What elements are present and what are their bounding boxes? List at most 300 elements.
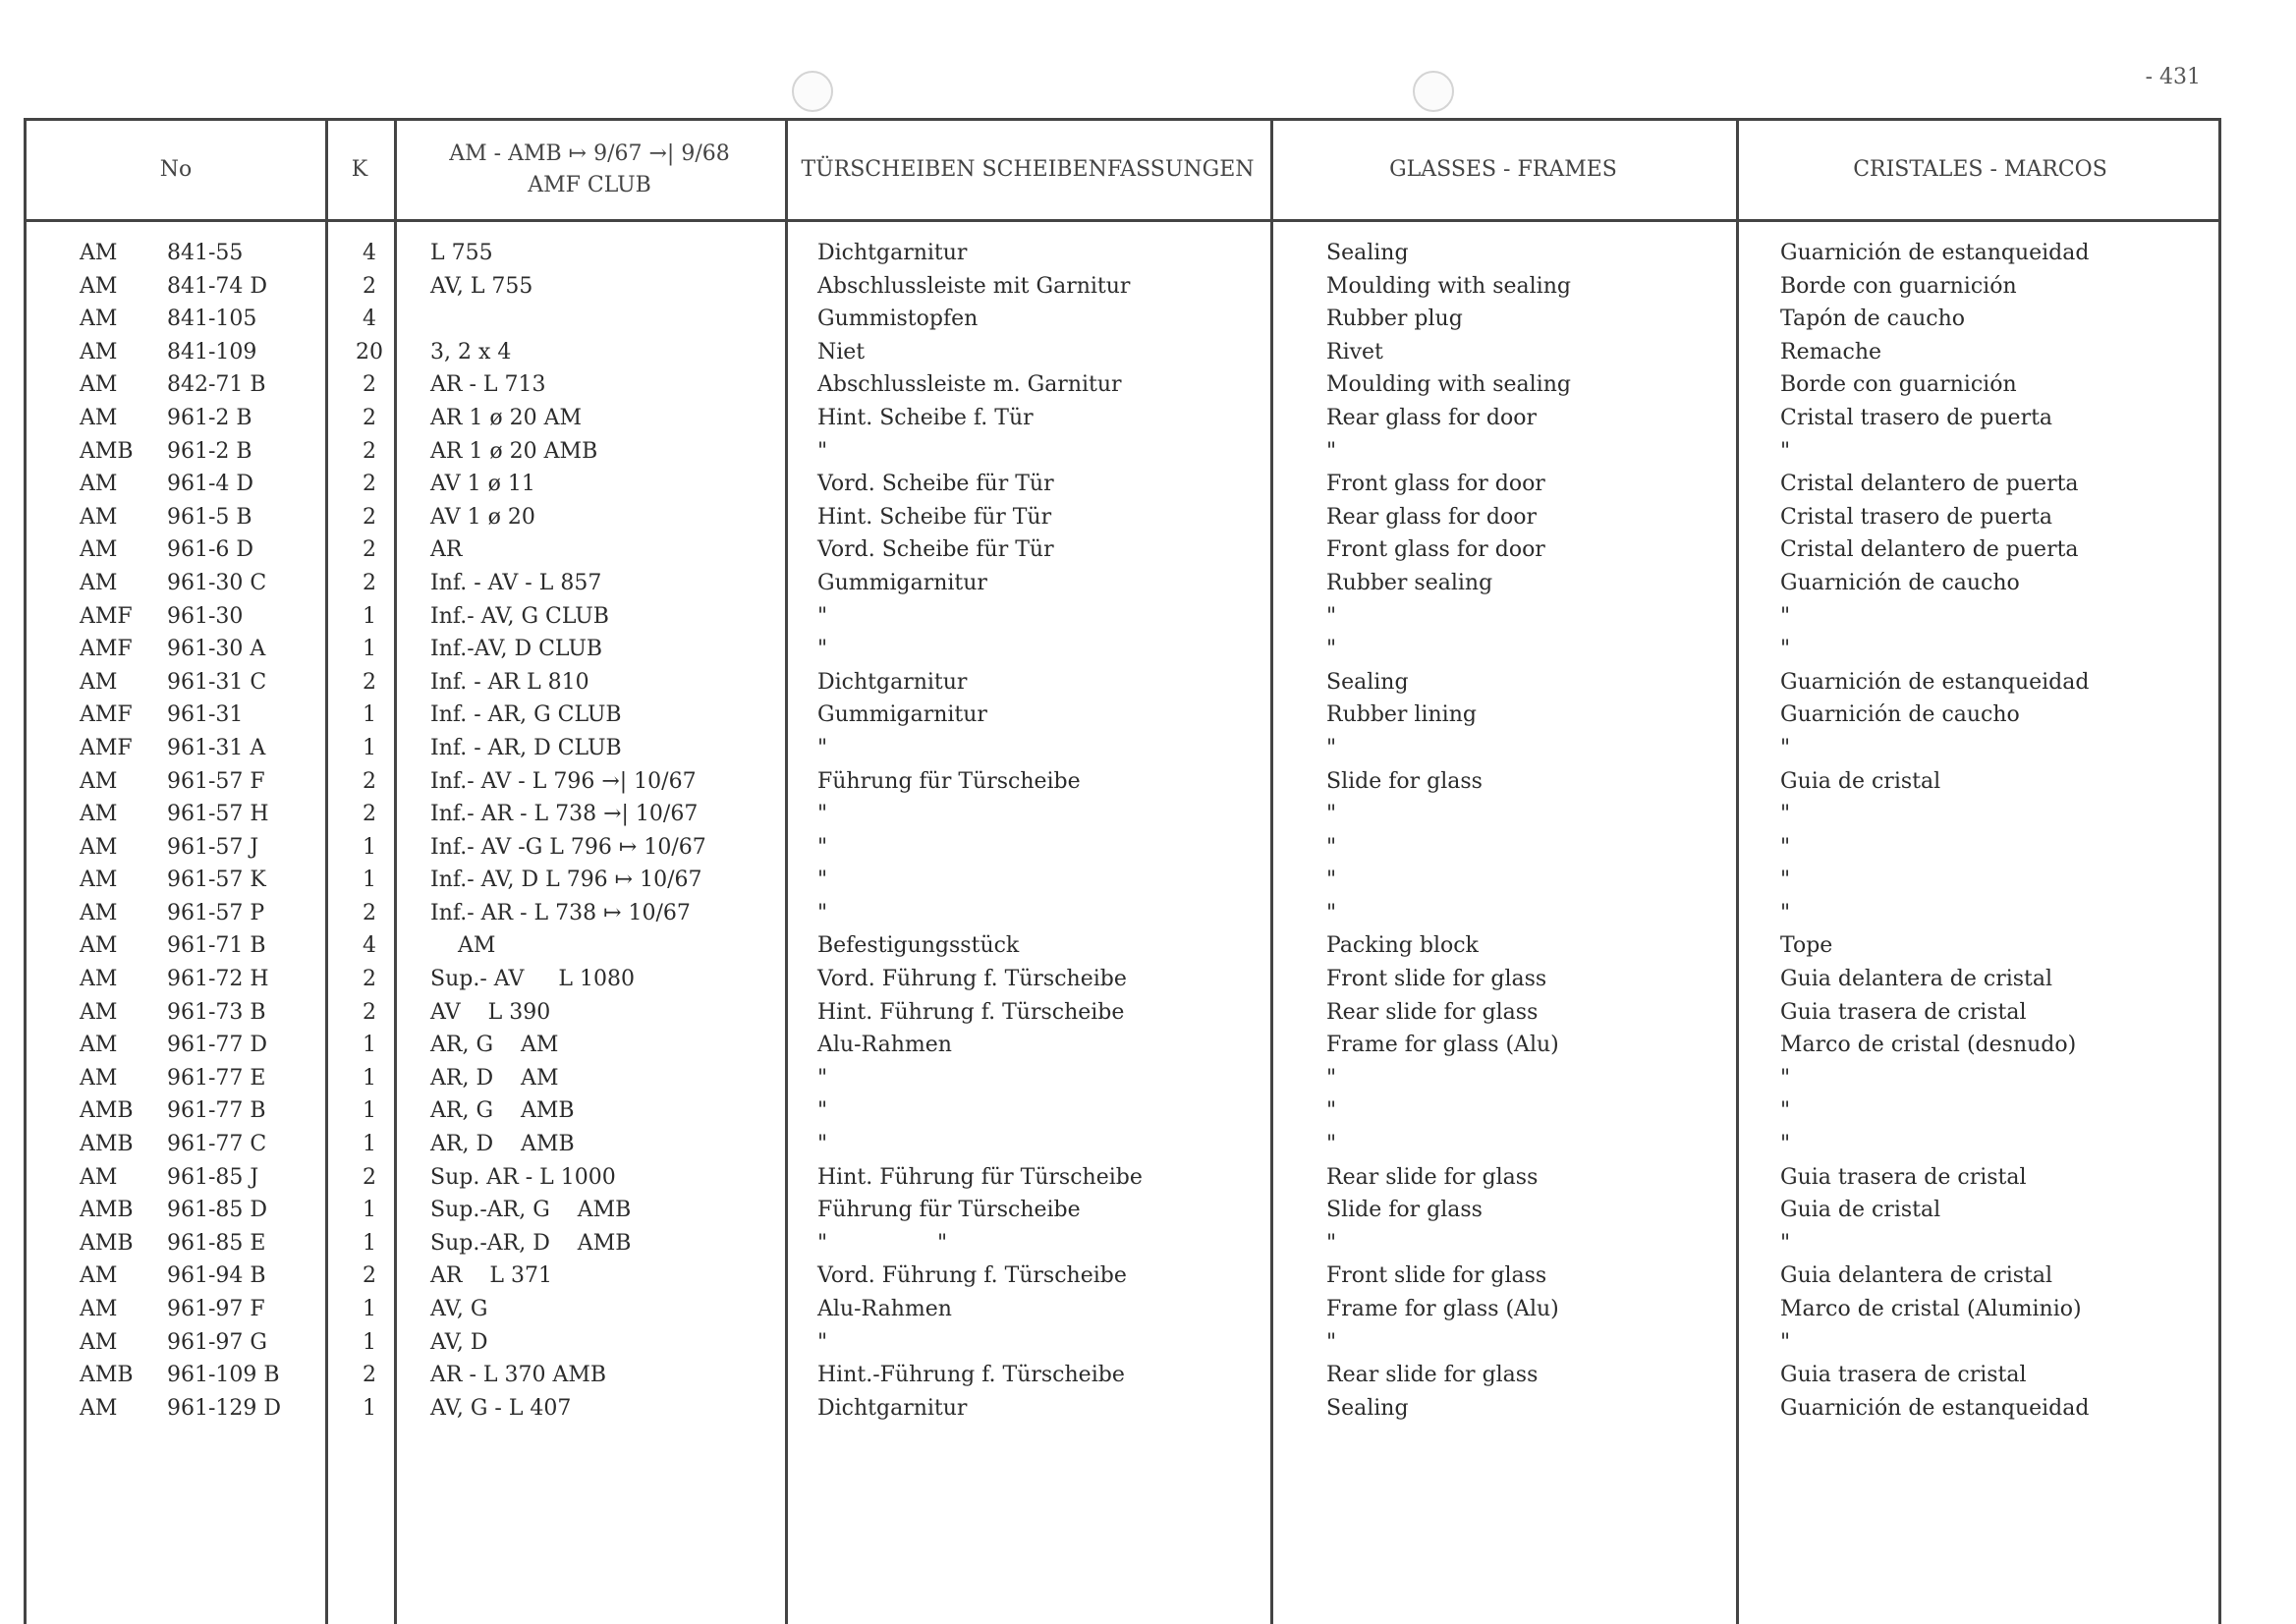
header-german: TÜRSCHEIBEN SCHEIBENFASSUNGEN: [801, 157, 1255, 183]
english-description: ": [1326, 1098, 1337, 1124]
table-row: [27, 864, 2224, 897]
spanish-description: Guarnición de caucho: [1780, 702, 2020, 728]
quantity: 4: [363, 307, 376, 332]
part-number: 961-57 J: [167, 834, 259, 860]
part-number: 961-77 E: [167, 1065, 266, 1091]
applicability: AR: [430, 537, 463, 563]
quantity: 2: [363, 537, 376, 563]
spanish-description: ": [1780, 1230, 1791, 1256]
spanish-description: ": [1780, 637, 1791, 662]
table-row: [27, 1062, 2224, 1095]
german-description: Hint. Scheibe für Tür: [817, 504, 1052, 530]
model-prefix: AMF: [80, 735, 133, 760]
english-description: ": [1326, 1329, 1337, 1355]
spanish-description: ": [1780, 735, 1791, 760]
part-number: 842-71 B: [167, 372, 266, 398]
applicability: Inf.- AR - L 738 →| 10/67: [430, 802, 699, 827]
german-description: Hint. Führung für Türscheibe: [817, 1164, 1143, 1190]
german-description: ": [817, 1065, 828, 1091]
model-prefix: AM: [80, 504, 118, 530]
part-number: 961-30 C: [167, 570, 267, 595]
spanish-description: Borde con guarnición: [1780, 372, 2017, 398]
applicability: AR 1 ø 20 AMB: [430, 438, 598, 464]
part-number: 961-71 B: [167, 933, 266, 959]
table-row: [27, 1161, 2224, 1195]
english-description: Rubber plug: [1326, 307, 1463, 332]
spanish-description: Guia de cristal: [1780, 1198, 1941, 1223]
applicability: Sup.-AR, G AMB: [430, 1198, 632, 1223]
german-description: ": [817, 834, 828, 860]
header-spanish: CRISTALES - MARCOS: [1853, 157, 2107, 183]
quantity: 1: [363, 603, 376, 629]
part-number: 961-6 D: [167, 537, 254, 563]
table-row: [27, 929, 2224, 963]
table-row: [27, 402, 2224, 435]
part-number: 961-30: [167, 603, 244, 629]
applicability: AV, L 755: [430, 273, 533, 299]
english-description: ": [1326, 1065, 1337, 1091]
quantity: 2: [363, 1363, 376, 1388]
spanish-description: ": [1780, 603, 1791, 629]
quantity: 1: [363, 868, 376, 893]
applicability: Inf.- AV, G CLUB: [430, 603, 609, 629]
model-prefix: AM: [80, 1395, 118, 1421]
part-number: 961-85 J: [167, 1164, 259, 1190]
spanish-description: Marco de cristal (desnudo): [1780, 1033, 2077, 1058]
applicability: Inf. - AR L 810: [430, 669, 589, 695]
part-number: 841-74 D: [167, 273, 268, 299]
applicability: Inf.- AV -G L 796 ↦ 10/67: [430, 834, 706, 860]
applicability: Sup.- AV L 1080: [430, 967, 635, 992]
applicability: AV, G - L 407: [430, 1395, 572, 1421]
quantity: 2: [363, 372, 376, 398]
model-prefix: AM: [80, 405, 118, 430]
applicability: Inf.- AR - L 738 ↦ 10/67: [430, 900, 691, 925]
model-prefix: AM: [80, 307, 118, 332]
model-prefix: AM: [80, 1263, 118, 1289]
english-description: ": [1326, 1132, 1337, 1157]
applicability: Inf. - AR, D CLUB: [430, 735, 622, 760]
model-prefix: AMF: [80, 603, 133, 629]
spanish-description: ": [1780, 1132, 1791, 1157]
model-prefix: AM: [80, 900, 118, 925]
english-description: ": [1326, 603, 1337, 629]
german-description: Hint. Führung f. Türscheibe: [817, 999, 1125, 1025]
quantity: 1: [363, 735, 376, 760]
model-prefix: AMB: [80, 1132, 134, 1157]
english-description: Rear glass for door: [1326, 405, 1538, 430]
spanish-description: Remache: [1780, 339, 1882, 364]
quantity: 20: [356, 339, 383, 364]
german-description: Gummigarnitur: [817, 702, 987, 728]
quantity: 1: [363, 834, 376, 860]
german-description: Abschlussleiste m. Garnitur: [817, 372, 1122, 398]
english-description: Slide for glass: [1326, 1198, 1483, 1223]
applicability: AR 1 ø 20 AM: [430, 405, 583, 430]
german-description: Dichtgarnitur: [817, 669, 968, 695]
quantity: 2: [363, 1164, 376, 1190]
german-description: Dichtgarnitur: [817, 241, 968, 265]
table-row: [27, 270, 2224, 304]
applicability: AV, G: [430, 1297, 488, 1321]
english-description: Packing block: [1326, 933, 1479, 959]
model-prefix: AMB: [80, 1198, 134, 1223]
spanish-description: ": [1780, 868, 1791, 893]
model-prefix: AM: [80, 1065, 118, 1091]
header-divider: [27, 219, 2218, 222]
german-description: Niet: [817, 339, 866, 364]
part-number: 961-85 E: [167, 1230, 266, 1256]
model-prefix: AM: [80, 834, 118, 860]
german-description: Gummigarnitur: [817, 570, 987, 595]
part-number: 961-109 B: [167, 1363, 280, 1388]
applicability: 3, 2 x 4: [430, 339, 512, 364]
quantity: 2: [363, 802, 376, 827]
spanish-description: ": [1780, 802, 1791, 827]
model-prefix: AMB: [80, 438, 134, 464]
quantity: 2: [363, 504, 376, 530]
part-number: 961-31 C: [167, 669, 267, 695]
part-number: 841-55: [167, 241, 244, 265]
applicability: AR L 371: [430, 1263, 553, 1289]
model-prefix: AM: [80, 802, 118, 827]
quantity: 1: [363, 1230, 376, 1256]
part-number: 961-31 A: [167, 735, 266, 760]
quantity: 2: [363, 570, 376, 595]
quantity: 2: [363, 900, 376, 925]
table-row: [27, 1227, 2224, 1260]
model-prefix: AM: [80, 999, 118, 1025]
german-description: Vord. Führung f. Türscheibe: [817, 1263, 1127, 1289]
spanish-description: Tope: [1780, 933, 1833, 959]
german-description: Abschlussleiste mit Garnitur: [817, 273, 1131, 299]
quantity: 1: [363, 1033, 376, 1058]
quantity: 1: [363, 1297, 376, 1321]
model-prefix: AM: [80, 241, 118, 265]
english-description: Rubber lining: [1326, 702, 1477, 728]
spanish-description: Borde con guarnición: [1780, 273, 2017, 299]
quantity: 2: [363, 967, 376, 992]
part-number: 961-85 D: [167, 1198, 268, 1223]
german-description: Vord. Scheibe für Tür: [817, 537, 1054, 563]
applicability: AM: [430, 933, 496, 959]
spanish-description: ": [1780, 900, 1791, 925]
header-english: GLASSES - FRAMES: [1389, 157, 1617, 183]
table-row: [27, 699, 2224, 732]
german-description: Vord. Scheibe für Tür: [817, 472, 1054, 497]
german-description: ": [817, 868, 828, 893]
quantity: 2: [363, 472, 376, 497]
applicability: AR, G AM: [430, 1033, 559, 1058]
english-description: Rear slide for glass: [1326, 1363, 1539, 1388]
german-description: ": [817, 1132, 828, 1157]
table-row: [27, 996, 2224, 1030]
applicability: Inf.- AV, D L 796 ↦ 10/67: [430, 868, 702, 893]
applicability: L 755: [430, 241, 493, 265]
spanish-description: ": [1780, 438, 1791, 464]
applicability: Inf. - AV - L 857: [430, 570, 602, 595]
model-prefix: AM: [80, 768, 118, 794]
page-number: - 431: [2145, 65, 2201, 89]
table-row: [27, 237, 2224, 270]
english-description: ": [1326, 802, 1337, 827]
english-description: Front slide for glass: [1326, 967, 1547, 992]
german-description: Befestigungsstück: [817, 933, 1020, 959]
model-prefix: AM: [80, 1164, 118, 1190]
german-description: ": [817, 637, 828, 662]
english-description: Sealing: [1326, 669, 1409, 695]
spanish-description: Tapón de caucho: [1780, 307, 1966, 332]
table-row: [27, 831, 2224, 865]
english-description: Front slide for glass: [1326, 1263, 1547, 1289]
model-prefix: AM: [80, 472, 118, 497]
table-row: [27, 963, 2224, 996]
table-row: [27, 468, 2224, 501]
applicability: Sup.-AR, D AMB: [430, 1230, 632, 1256]
quantity: 1: [363, 1329, 376, 1355]
german-description: ": [817, 438, 828, 464]
model-prefix: AM: [80, 1329, 118, 1355]
applicability: AV, D: [430, 1329, 488, 1355]
header-applicability-line1: AM - AMB ↦ 9/67 →| 9/68: [449, 141, 730, 167]
english-description: Sealing: [1326, 1395, 1409, 1421]
english-description: Rubber sealing: [1326, 570, 1493, 595]
part-number: 961-129 D: [167, 1395, 282, 1421]
part-number: 961-57 K: [167, 868, 266, 893]
parts-list: [27, 237, 2224, 1425]
model-prefix: AM: [80, 1033, 118, 1058]
spanish-description: Cristal delantero de puerta: [1780, 472, 2079, 497]
part-number: 961-77 C: [167, 1132, 267, 1157]
table-row: [27, 567, 2224, 600]
english-description: ": [1326, 868, 1337, 893]
table-row: [27, 600, 2224, 634]
applicability: AR, G AMB: [430, 1098, 575, 1124]
table-row: [27, 435, 2224, 469]
model-prefix: AMB: [80, 1230, 134, 1256]
part-number: 961-2 B: [167, 405, 252, 430]
spanish-description: ": [1780, 834, 1791, 860]
part-number: 961-77 D: [167, 1033, 268, 1058]
punch-hole: [1413, 71, 1454, 112]
header-applicability: [394, 121, 785, 219]
table-row: [27, 1293, 2224, 1326]
german-description: " ": [817, 1230, 948, 1256]
german-description: Führung für Türscheibe: [817, 1198, 1081, 1223]
spanish-description: Guarnición de caucho: [1780, 570, 2020, 595]
spanish-description: Marco de cristal (Aluminio): [1780, 1297, 2082, 1321]
quantity: 2: [363, 768, 376, 794]
english-description: ": [1326, 735, 1337, 760]
table-row: [27, 666, 2224, 700]
table-row: [27, 798, 2224, 831]
part-number: 961-57 F: [167, 768, 265, 794]
english-description: Front glass for door: [1326, 472, 1545, 497]
spanish-description: Cristal trasero de puerta: [1780, 405, 2053, 430]
applicability: AR, D AMB: [430, 1132, 575, 1157]
part-number: 961-57 H: [167, 802, 269, 827]
model-prefix: AM: [80, 1297, 118, 1321]
part-number: 961-2 B: [167, 438, 252, 464]
english-description: Rear slide for glass: [1326, 999, 1539, 1025]
table-row: [27, 633, 2224, 666]
quantity: 1: [363, 702, 376, 728]
spanish-description: Guia trasera de cristal: [1780, 1363, 2027, 1388]
table-row: [27, 765, 2224, 799]
part-number: 961-31: [167, 702, 244, 728]
spanish-description: Guia delantera de cristal: [1780, 967, 2053, 992]
german-description: ": [817, 603, 828, 629]
part-number: 961-57 P: [167, 900, 265, 925]
english-description: ": [1326, 834, 1337, 860]
table-row: [27, 1260, 2224, 1293]
model-prefix: AMF: [80, 637, 133, 662]
german-description: Vord. Führung f. Türscheibe: [817, 967, 1127, 992]
part-number: 841-109: [167, 339, 257, 364]
english-description: Rear slide for glass: [1326, 1164, 1539, 1190]
english-description: Rivet: [1326, 339, 1383, 364]
german-description: ": [817, 900, 828, 925]
part-number: 961-94 B: [167, 1263, 266, 1289]
english-description: Rear glass for door: [1326, 504, 1538, 530]
spanish-description: Cristal delantero de puerta: [1780, 537, 2079, 563]
quantity: 2: [363, 999, 376, 1025]
model-prefix: AMB: [80, 1363, 134, 1388]
part-number: 961-73 B: [167, 999, 266, 1025]
applicability: AR - L 370 AMB: [430, 1363, 607, 1388]
quantity: 1: [363, 1198, 376, 1223]
part-number: 961-72 H: [167, 967, 269, 992]
english-description: ": [1326, 438, 1337, 464]
part-number: 961-30 A: [167, 637, 266, 662]
applicability: AR - L 713: [430, 372, 546, 398]
model-prefix: AMB: [80, 1098, 134, 1124]
german-description: Hint. Scheibe f. Tür: [817, 405, 1034, 430]
spanish-description: Guia de cristal: [1780, 768, 1941, 794]
model-prefix: AM: [80, 669, 118, 695]
table-row: [27, 533, 2224, 567]
table-row: [27, 501, 2224, 534]
table-row: [27, 1029, 2224, 1062]
spanish-description: Guarnición de estanqueidad: [1780, 669, 2090, 695]
applicability: Sup. AR - L 1000: [430, 1164, 616, 1190]
table-row: [27, 1392, 2224, 1426]
quantity: 1: [363, 1132, 376, 1157]
applicability: AV L 390: [430, 999, 551, 1025]
quantity: 1: [363, 1395, 376, 1421]
applicability: AV 1 ø 11: [430, 472, 535, 497]
header-applicability-line2: AMF CLUB: [528, 173, 651, 197]
english-description: ": [1326, 637, 1337, 662]
model-prefix: AM: [80, 537, 118, 563]
spanish-description: ": [1780, 1065, 1791, 1091]
header-k: K: [351, 157, 368, 183]
spanish-description: Guia delantera de cristal: [1780, 1263, 2053, 1289]
quantity: 2: [363, 273, 376, 299]
model-prefix: AM: [80, 933, 118, 959]
applicability: Inf.- AV - L 796 →| 10/67: [430, 768, 697, 794]
applicability: AR, D AM: [430, 1065, 559, 1091]
quantity: 4: [363, 241, 376, 265]
spanish-description: Guarnición de estanqueidad: [1780, 1395, 2090, 1421]
spanish-description: ": [1780, 1098, 1791, 1124]
german-description: Führung für Türscheibe: [817, 768, 1081, 794]
part-number: 841-105: [167, 307, 257, 332]
english-description: ": [1326, 1230, 1337, 1256]
german-description: Alu-Rahmen: [817, 1297, 952, 1321]
spanish-description: Cristal trasero de puerta: [1780, 504, 2053, 530]
quantity: 2: [363, 405, 376, 430]
english-description: Slide for glass: [1326, 768, 1483, 794]
spanish-description: Guarnición de estanqueidad: [1780, 241, 2090, 265]
model-prefix: AMF: [80, 702, 133, 728]
quantity: 1: [363, 637, 376, 662]
model-prefix: AM: [80, 273, 118, 299]
applicability: Inf. - AR, G CLUB: [430, 702, 622, 728]
german-description: ": [817, 802, 828, 827]
applicability: Inf.-AV, D CLUB: [430, 637, 603, 662]
table-row: [27, 1326, 2224, 1360]
german-description: ": [817, 1098, 828, 1124]
english-description: Sealing: [1326, 241, 1409, 265]
part-number: 961-97 G: [167, 1329, 267, 1355]
table-row: [27, 1194, 2224, 1227]
applicability: AV 1 ø 20: [430, 504, 535, 530]
table-row: [27, 1359, 2224, 1392]
quantity: 1: [363, 1098, 376, 1124]
quantity: 1: [363, 1065, 376, 1091]
part-number: 961-97 F: [167, 1297, 265, 1321]
punch-hole: [792, 71, 833, 112]
german-description: Hint.-Führung f. Türscheibe: [817, 1363, 1125, 1388]
german-description: Dichtgarnitur: [817, 1395, 968, 1421]
model-prefix: AM: [80, 570, 118, 595]
english-description: ": [1326, 900, 1337, 925]
german-description: ": [817, 735, 828, 760]
english-description: Frame for glass (Alu): [1326, 1033, 1559, 1058]
table-row: [27, 368, 2224, 402]
part-number: 961-4 D: [167, 472, 254, 497]
table-row: [27, 336, 2224, 369]
table-row: [27, 1128, 2224, 1161]
table-row: [27, 303, 2224, 336]
table-row: [27, 732, 2224, 765]
table-row: [27, 1094, 2224, 1128]
parts-table: [24, 118, 2221, 1624]
part-number: 961-5 B: [167, 504, 252, 530]
german-description: ": [817, 1329, 828, 1355]
german-description: Gummistopfen: [817, 307, 979, 332]
spanish-description: Guia trasera de cristal: [1780, 999, 2027, 1025]
table-row: [27, 897, 2224, 930]
model-prefix: AM: [80, 868, 118, 893]
model-prefix: AM: [80, 967, 118, 992]
model-prefix: AM: [80, 339, 118, 364]
quantity: 2: [363, 1263, 376, 1289]
english-description: Frame for glass (Alu): [1326, 1297, 1559, 1321]
german-description: Alu-Rahmen: [817, 1033, 952, 1058]
header-no: No: [159, 157, 193, 183]
quantity: 4: [363, 933, 376, 959]
english-description: Moulding with sealing: [1326, 372, 1571, 398]
english-description: Moulding with sealing: [1326, 273, 1571, 299]
model-prefix: AM: [80, 372, 118, 398]
quantity: 2: [363, 438, 376, 464]
quantity: 2: [363, 669, 376, 695]
english-description: Front glass for door: [1326, 537, 1545, 563]
part-number: 961-77 B: [167, 1098, 266, 1124]
spanish-description: Guia trasera de cristal: [1780, 1164, 2027, 1190]
